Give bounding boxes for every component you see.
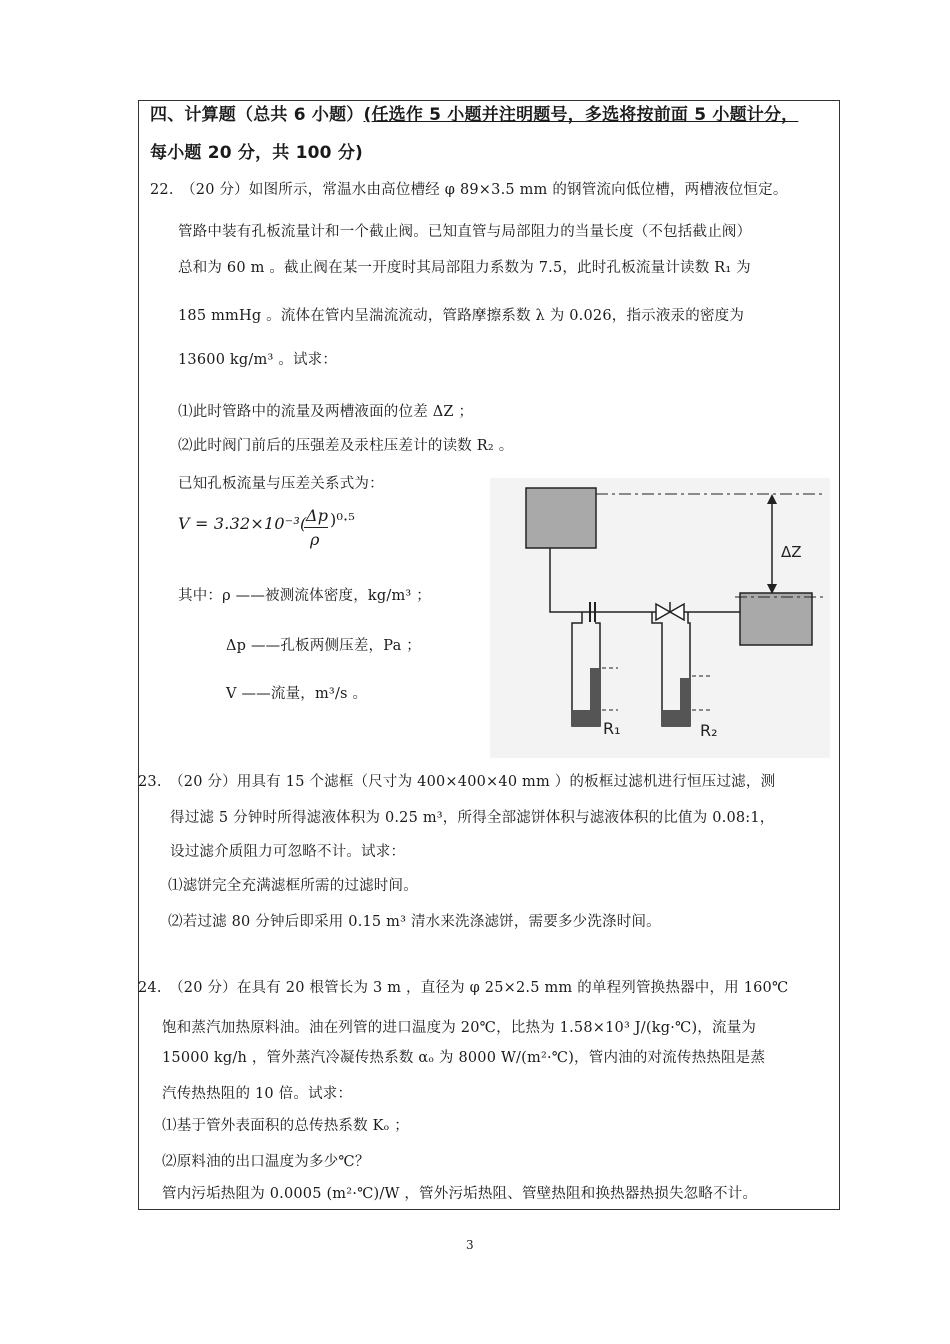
q22-line2: 管路中装有孔板流量计和一个截止阀。已知直管与局部阻力的当量长度（不包括截止阀）	[178, 224, 752, 240]
q22-line5: 13600 kg/m³ 。试求：	[178, 352, 338, 368]
q22-line1: 22. （20 分）如图所示，常温水由高位槽经 φ 89×3.5 mm 的钢管流向低位槽，两槽液位恒定。	[150, 182, 788, 198]
where-v: V ——流量，m³/s 。	[226, 686, 368, 702]
section-heading: 四、计算题（总共 6 小题）(任选作 5 小题并注明题号，多选将按前面 5 小题计分，	[150, 105, 799, 125]
q24-sub2: ⑵原料油的出口温度为多少℃？	[162, 1154, 370, 1170]
where-rho: 其中：ρ ——被测流体密度，kg/m³ ；	[178, 588, 431, 604]
mercury-2-column	[680, 678, 690, 710]
page-number: 3	[466, 1238, 474, 1252]
high-tank	[526, 488, 596, 548]
formula-lhs: V = 3.32×10⁻³(	[178, 514, 307, 533]
q24-line4: 汽传热热阻的 10 倍。试求：	[162, 1086, 353, 1102]
formula-exponent: )⁰·⁵	[330, 510, 355, 529]
formula-denominator: ρ	[310, 530, 320, 549]
section-heading-line2: 每小题 20 分，共 100 分)	[150, 143, 363, 163]
where-dp: Δp ——孔板两侧压差，Pa ；	[226, 638, 421, 654]
q23-line3: 设过滤介质阻力可忽略不计。试求：	[170, 844, 406, 860]
q24-note: 管内污垢热阻为 0.0005 (m²·℃)/W ，管外污垢热阻、管壁热阻和换热器热损失忽略不计。	[162, 1186, 758, 1202]
mercury-1-column	[590, 668, 600, 710]
q24-line3: 15000 kg/h ，管外蒸汽冷凝传热系数 αₒ 为 8000 W/(m²·℃)，管内油的对流传热热阻是蒸	[162, 1050, 766, 1066]
mercury-2-base	[662, 710, 690, 726]
formula-numerator: Δp	[306, 506, 329, 525]
q22-line4: 185 mmHg 。流体在管内呈湍流流动，管路摩擦系数 λ 为 0.026，指示液汞的密度为	[178, 308, 745, 324]
q23-line1: 23. （20 分）用具有 15 个滤框（尺寸为 400×400×40 mm ）的板框过滤机进行恒压过滤，测	[138, 774, 776, 790]
r2-label: R₂	[700, 721, 718, 740]
q22-line3: 总和为 60 m 。截止阀在某一开度时其局部阻力系数为 7.5，此时孔板流量计读数 R₁ 为	[178, 260, 751, 276]
q23-sub1: ⑴滤饼完全充满滤框所需的过滤时间。	[168, 878, 418, 894]
q23-line2: 得过滤 5 分钟时所得滤液体积为 0.25 m³，所得全部滤饼体积与滤液体积的比值为 0.08:1，	[170, 810, 775, 826]
flow-diagram	[490, 478, 830, 758]
q24-sub1: ⑴基于管外表面积的总传热系数 Kₒ ；	[162, 1118, 409, 1134]
mercury-1-base	[572, 710, 600, 726]
q22-known: 已知孔板流量与压差关系式为：	[178, 476, 384, 492]
low-tank	[740, 593, 812, 645]
formula-fraction-bar	[304, 527, 328, 528]
q22-sub2: ⑵此时阀门前后的压强差及汞柱压差计的读数 R₂ 。	[178, 438, 514, 454]
q24-line2: 饱和蒸汽加热原料油。油在列管的进口温度为 20℃，比热为 1.58×10³ J/(kg·℃)，流量为	[162, 1020, 757, 1036]
q22-sub1: ⑴此时管路中的流量及两槽液面的位差 ΔZ ；	[178, 404, 474, 420]
q23-sub2: ⑵若过滤 80 分钟后即采用 0.15 m³ 清水来洗涤滤饼，需要多少洗涤时间。	[168, 914, 661, 930]
q24-line1: 24. （20 分）在具有 20 根管长为 3 m ，直径为 φ 25×2.5 mm 的单程列管换热器中，用 160℃	[138, 980, 789, 996]
r1-label: R₁	[603, 719, 621, 738]
dz-label: ΔZ	[781, 543, 802, 561]
